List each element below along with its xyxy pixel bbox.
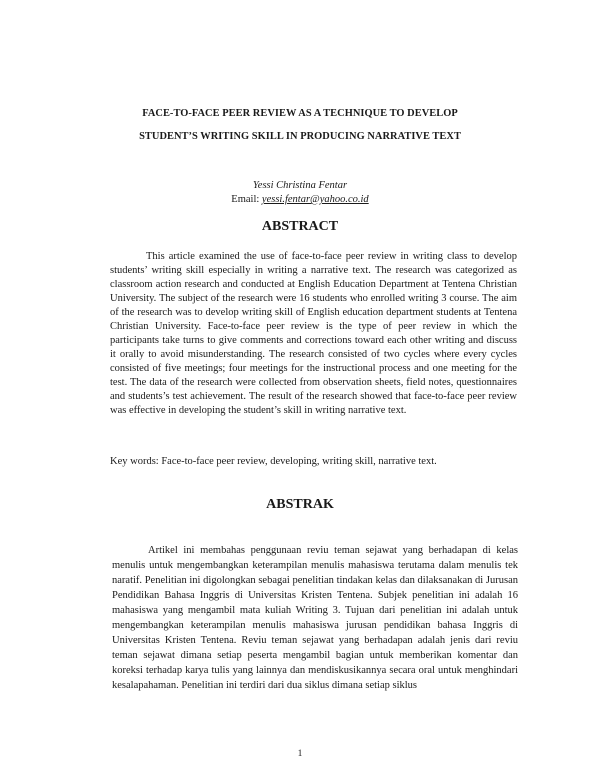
email-link[interactable]: yessi.fentar@yahoo.co.id <box>261 194 369 205</box>
keywords-line: Key words: Face-to-face peer review, developing, writing skill, narrative text. <box>110 456 437 467</box>
abstrak-paragraph: Artikel ini membahas penggunaan reviu teman sejawat yang berhadapan di kelas menulis untuk mengembangkan keterampilan menulis mahasiswa terutama dalam menulis tek naratif. Penelitian ini digolongkan sebagai penelitian tindakan kelas dan dilaksanakan di Jurusan Pendidikan Bahasa Inggris di Universitas Kristen Tentena. Subjek penelitian ini adalah 16 mahasiswa yang mengambil mata kuliah Writing 3. Tujuan dari penelitian ini adalah untuk mengembangkan keterampilan menulis mahasiswa jurusan pendidikan bahasa Inggris di Universitas Kristen Tentena. Reviu teman sejawat yang berhadapan adalah jenis dari reviu teman sejawat dimana setiap peserta mengambil bagian untuk memberikan komentar dan koreksi terhadap karya tulis yang lainnya dan mendiskusikannya secara oral untuk menghindari kesalapahaman. Penelitian ini terdiri dari dua siklus dimana setiap siklus <box>112 545 518 691</box>
title-line-2: STUDENT’S WRITING SKILL IN PRODUCING NARRATIVE TEXT <box>139 131 461 142</box>
author-email <box>60 193 540 207</box>
page-number: 1 <box>297 749 303 759</box>
author-name: Yessi Christina Fentar <box>252 180 348 191</box>
abstract-paragraph: This article examined the use of face-to-face peer review in writing class to develop students’ writing skill especially in writing a narrative text. The research was categorized as classroom action research and conducted at English Education Department at Tentena Christian University. The subject of the research were 16 students who enrolled writing 3 course. The aim of the research was to develop writing skill of English education department students at Tentena Christian University. Face-to-face peer review is the type of peer review in which the participants take turns to give comments and corrections toward each other writing and discuss it orally to avoid misunderstanding. The research consisted of two cycles where every cycles consisted of five meetings; four meetings for the instructional process and one meeting for the test. The data of the research were collected from observation sheets, field notes, questionnaires and students’s test achievement. The result of the research showed that face-to-face peer review was effective in developing the student’s skill in writing narrative text. <box>110 251 517 416</box>
abstract-heading: ABSTRACT <box>261 219 339 234</box>
email-label: Email: <box>231 194 262 205</box>
abstrak-heading: ABSTRAK <box>266 497 334 512</box>
title-line-1: FACE-TO-FACE PEER REVIEW AS A TECHNIQUE TO DEVELOP <box>142 108 458 119</box>
